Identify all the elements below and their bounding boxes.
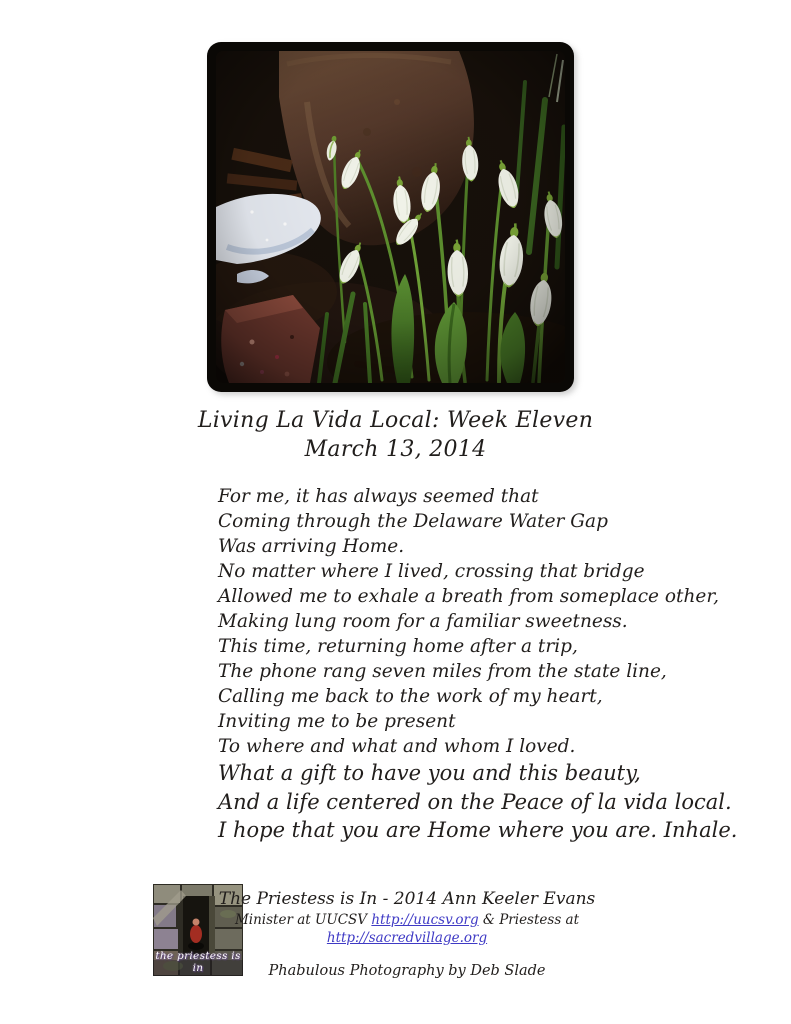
poem-line-emphasis: I hope that you are Home where you are. Inhale. xyxy=(218,818,738,842)
uucsv-link[interactable]: http://uucsv.org xyxy=(371,912,479,928)
poem-line: Inviting me to be present xyxy=(218,711,456,732)
poem-line: This time, returning home after a trip, xyxy=(218,636,578,657)
poem-line: Allowed me to exhale a breath from someplace other, xyxy=(218,586,720,607)
snowdrops-photo xyxy=(207,42,574,392)
poem-line: No matter where I lived, crossing that bridge xyxy=(218,561,645,582)
title-block xyxy=(0,406,791,464)
snowdrops-photo-illustration xyxy=(207,42,574,392)
photo-credit: Phabulous Photography by Deb Slade xyxy=(268,963,546,979)
poem-line: Making lung room for a familiar sweetness. xyxy=(218,611,628,632)
poem-line-emphasis: And a life centered on the Peace of la vida local. xyxy=(218,789,732,814)
sacredvillage-link[interactable]: http://sacredvillage.org xyxy=(326,930,488,946)
page-title: Living La Vida Local: Week Eleven xyxy=(197,408,594,433)
poem-line: To where and what and whom I loved. xyxy=(218,736,576,757)
poem-line: Coming through the Delaware Water Gap xyxy=(218,511,608,532)
poem-line-emphasis: What a gift to have you and this beauty, xyxy=(218,761,641,785)
priestess-middle: & Priestess at xyxy=(478,912,580,928)
roles-line xyxy=(217,911,597,947)
poem xyxy=(218,484,737,845)
poem-line: Calling me back to the work of my heart, xyxy=(218,686,603,707)
page-date: March 13, 2014 xyxy=(304,437,487,462)
poem-line: For me, it has always seemed that xyxy=(218,486,539,507)
poem-line: The phone rang seven miles from the state line, xyxy=(218,661,667,682)
byline: The Priestess is In - 2014 Ann Keeler Evans xyxy=(218,889,596,909)
minister-prefix: Minister at UUCSV xyxy=(234,912,372,928)
poem-line: Was arriving Home. xyxy=(218,536,405,557)
footer-text xyxy=(217,888,597,981)
badge-caption: the priestess is in xyxy=(155,950,241,974)
